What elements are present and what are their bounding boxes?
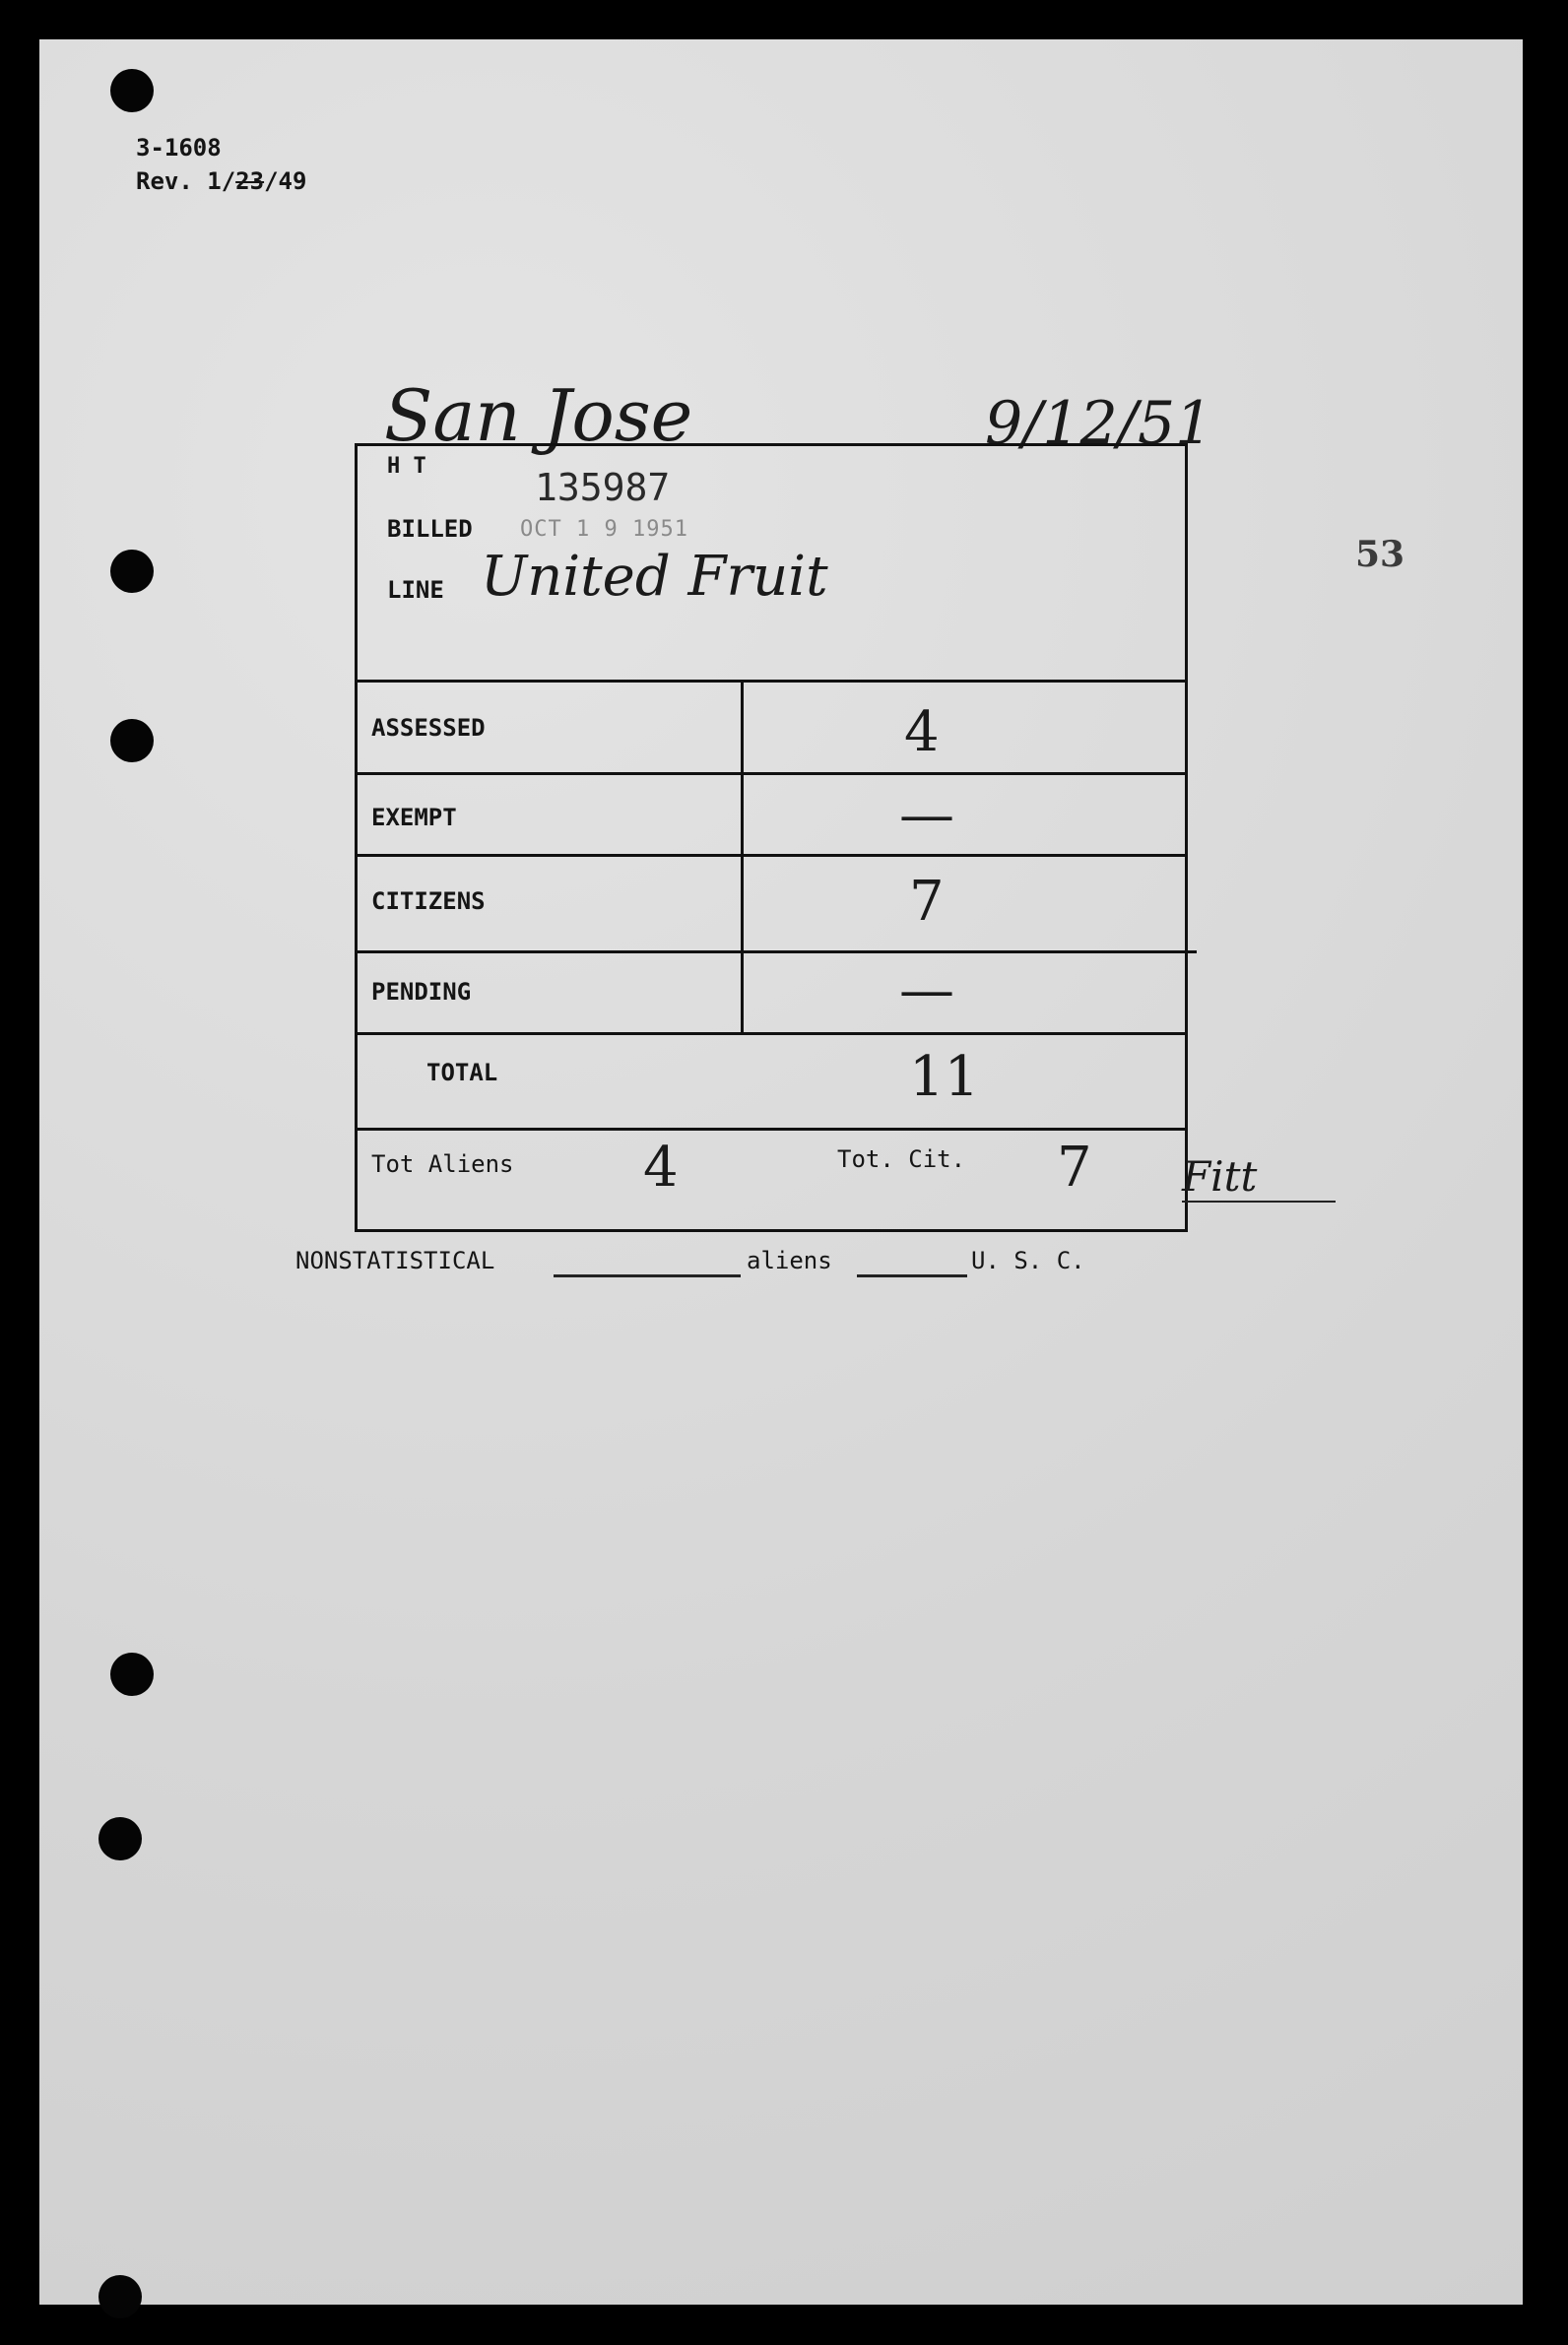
- row-divider: [358, 680, 1185, 683]
- ht-number: 135987: [535, 466, 671, 509]
- nonstatistical-label: NONSTATISTICAL: [295, 1247, 495, 1274]
- line-label: LINE: [387, 576, 444, 604]
- exempt-value: —: [899, 783, 954, 847]
- date-handwritten: 9/12/51: [985, 389, 1213, 458]
- pending-label: PENDING: [371, 978, 472, 1006]
- initials-signature: Fitt: [1182, 1152, 1336, 1203]
- binder-hole-5: [98, 1817, 142, 1860]
- usc-label: U. S. C.: [971, 1247, 1085, 1274]
- row-divider: [358, 950, 1197, 953]
- assessed-label: ASSESSED: [371, 714, 486, 742]
- place-handwritten: San Jose: [384, 374, 693, 457]
- total-label: TOTAL: [426, 1059, 498, 1086]
- total-value: 11: [909, 1045, 980, 1109]
- nonstatistical-blank: [554, 1274, 741, 1277]
- binder-hole-4: [110, 1653, 154, 1696]
- binder-hole-3: [110, 719, 154, 762]
- document-page: [39, 39, 1523, 2305]
- row-divider: [358, 772, 1185, 775]
- binder-hole-1: [110, 69, 154, 112]
- tot-cit-value: 7: [1057, 1136, 1092, 1200]
- row-divider: [358, 1032, 1185, 1035]
- revision-prefix: Rev. 1/: [136, 167, 236, 195]
- billed-date-stamp: OCT 1 9 1951: [520, 517, 688, 542]
- tot-aliens-value: 4: [643, 1136, 679, 1200]
- tot-aliens-label: Tot Aliens: [371, 1150, 514, 1178]
- tot-cit-label: Tot. Cit.: [837, 1145, 966, 1173]
- exempt-label: EXEMPT: [371, 804, 457, 831]
- assessed-value: 4: [904, 700, 940, 764]
- aliens-label: aliens: [747, 1247, 832, 1274]
- ht-label: H T: [387, 454, 426, 479]
- citizens-label: CITIZENS: [371, 887, 486, 915]
- form-box: [355, 443, 1188, 1232]
- form-revision: [136, 167, 306, 195]
- binder-hole-6: [98, 2275, 142, 2318]
- row-divider: [358, 854, 1185, 857]
- form-number: 3-1608: [136, 134, 222, 162]
- citizens-value: 7: [909, 870, 945, 934]
- revision-suffix: /49: [264, 167, 307, 195]
- pending-value: —: [899, 958, 954, 1022]
- column-divider: [741, 680, 744, 1032]
- revision-struck: 23: [235, 167, 265, 195]
- row-divider: [358, 1128, 1185, 1131]
- binder-hole-2: [110, 550, 154, 593]
- page-number: 53: [1355, 534, 1405, 575]
- line-value-handwritten: United Fruit: [481, 545, 828, 609]
- billed-label: BILLED: [387, 515, 473, 543]
- aliens-blank: [857, 1274, 967, 1277]
